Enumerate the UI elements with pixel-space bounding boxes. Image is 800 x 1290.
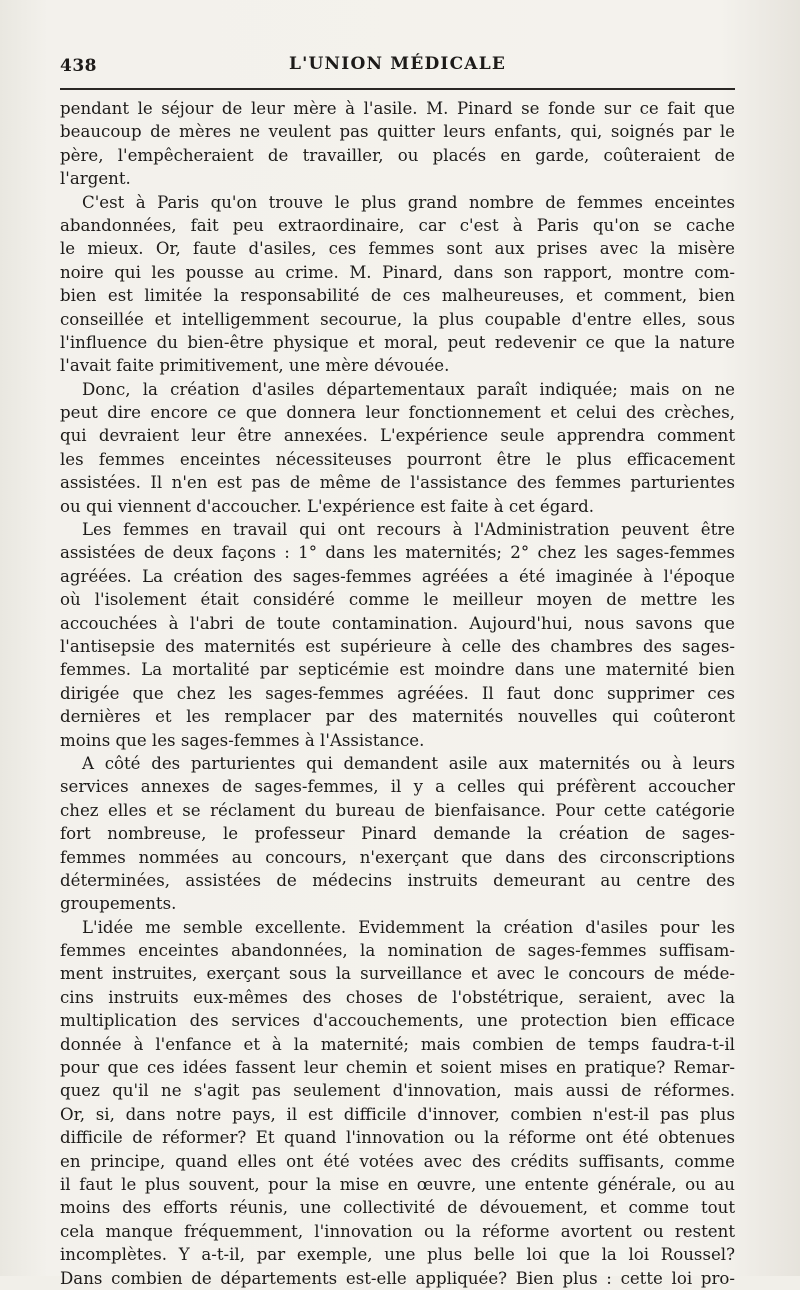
text-line: conseillée et intelligemment secourue, la plus coupable d'entre elles, sous — [60, 309, 735, 329]
text-line: accouchées à l'abri de toute contamination. Aujourd'hui, nous savons que — [60, 613, 735, 633]
text-line: L'idée me semble excellente. Evidemment la création d'asiles pour les — [82, 917, 735, 937]
text-line: cins instruits eux-mêmes des choses de l'obstétrique, seraient, avec la — [60, 987, 735, 1007]
text-line: assistées de deux façons : 1° dans les maternités; 2° chez les sages-femmes — [60, 543, 735, 563]
text-line: l'avait faite primitivement, une mère dévouée. — [60, 356, 450, 376]
text-line: Donc, la création d'asiles départementaux paraît indiquée; mais on ne — [82, 379, 735, 399]
text-line: incomplètes. Y a-t-il, par exemple, une plus belle loi que la loi Roussel? — [60, 1245, 735, 1265]
text-line: déterminées, assistées de médecins instruits demeurant au centre des — [60, 870, 735, 890]
text-line: il faut le plus souvent, pour la mise en œuvre, une entente générale, ou au — [60, 1174, 735, 1194]
text-line: bien est limitée la responsabilité de ces malheureuses, et comment, bien — [60, 286, 735, 306]
text-line: peut dire encore ce que donnera leur fonctionnement et celui des crèches, — [60, 403, 735, 423]
text-line: pour que ces idées fassent leur chemin et soient mises en pratique? Remar- — [60, 1058, 735, 1078]
text-line: A côté des parturientes qui demandent asile aux maternités ou à leurs — [82, 753, 735, 773]
text-line: femmes. La mortalité par septicémie est moindre dans une maternité bien — [60, 660, 735, 680]
text-line: services annexes de sages-femmes, il y a celles qui préfèrent accoucher — [60, 777, 735, 797]
text-line: agréées. La création des sages-femmes agréées a été imaginée à l'époque — [60, 566, 735, 586]
page-number: 438 — [60, 56, 97, 76]
text-line: dirigée que chez les sages-femmes agréées. Il faut donc supprimer ces — [60, 683, 735, 703]
text-line: dernières et les remplacer par des maternités nouvelles qui coûteront — [60, 707, 735, 727]
text-line: ou qui viennent d'accoucher. L'expérience est faite à cet égard. — [60, 496, 595, 516]
text-line: Or, si, dans notre pays, il est difficile d'innover, combien n'est-il pas plus — [60, 1104, 735, 1124]
text-line: donnée à l'enfance et à la maternité; mais combien de temps faudra-t-il — [60, 1034, 735, 1054]
text-line: difficile de réformer? Et quand l'innovation ou la réforme ont été obtenues — [60, 1128, 735, 1148]
text-line: Les femmes en travail qui ont recours à l'Administration peuvent être — [82, 520, 735, 540]
text-line: abandonnées, fait peu extraordinaire, car c'est à Paris qu'on se cache — [60, 215, 735, 235]
running-title: L'UNION MÉDICALE — [288, 54, 507, 74]
text-line: fort nombreuse, le professeur Pinard demande la création de sages- — [60, 824, 735, 844]
text-line: l'antisepsie des maternités est supérieure à celle des chambres des sages- — [60, 636, 735, 656]
text-line: ment instruites, exerçant sous la surveillance et avec le concours de méde- — [60, 964, 735, 984]
text-line: assistées. Il n'en est pas de même de l'assistance des femmes parturientes — [60, 473, 735, 493]
text-line: noire qui les pousse au crime. M. Pinard, dans son rapport, montre com- — [60, 262, 735, 282]
page-header — [60, 52, 735, 82]
text-line: où l'isolement était considéré comme le meilleur moyen de mettre les — [60, 590, 735, 610]
text-line: chez elles et se réclament du bureau de bienfaisance. Pour cette catégorie — [60, 800, 735, 820]
text-line: moins que les sages-femmes à l'Assistance. — [60, 730, 425, 750]
text-line: multiplication des services d'accouchements, une protection bien efficace — [60, 1011, 735, 1031]
text-line: femmes enceintes abandonnées, la nomination de sages-femmes suffisam- — [60, 941, 735, 961]
text-line: pendant le séjour de leur mère à l'asile. M. Pinard se fonde sur ce fait que — [60, 99, 735, 118]
text-line: cela manque fréquemment, l'innovation ou la réforme avortent ou restent — [60, 1221, 735, 1241]
text-line: l'influence du bien-être physique et moral, peut redevenir ce que la nature — [60, 332, 735, 352]
header-rule — [60, 88, 735, 90]
text-line: qui devraient leur être annexées. L'expérience seule apprendra comment — [60, 426, 735, 446]
body-text — [60, 97, 735, 1290]
text-line: le mieux. Or, faute d'asiles, ces femmes sont aux prises avec la misère — [60, 239, 735, 259]
text-line: en principe, quand elles ont été votées avec des crédits suffisants, comme — [60, 1151, 735, 1171]
text-line: Dans combien de départements est-elle appliquée? Bien plus : cette loi pro- — [60, 1268, 735, 1288]
text-line: C'est à Paris qu'on trouve le plus grand nombre de femmes enceintes — [82, 192, 735, 212]
text-line: les femmes enceintes nécessiteuses pourront être le plus efficacement — [60, 449, 735, 469]
text-line: groupements. — [60, 894, 177, 914]
text-line: l'argent. — [60, 169, 131, 189]
text-line: moins des efforts réunis, une collectivité de dévouement, et comme tout — [60, 1198, 735, 1218]
text-line: femmes nommées au concours, n'exerçant que dans des circonscriptions — [60, 847, 735, 867]
text-line: père, l'empêcheraient de travailler, ou placés en garde, coûteraient de — [60, 145, 735, 165]
text-line: beaucoup de mères ne veulent pas quitter leurs enfants, qui, soignés par le — [60, 122, 735, 142]
text-line: quez qu'il ne s'agit pas seulement d'innovation, mais aussi de réformes. — [60, 1081, 735, 1101]
